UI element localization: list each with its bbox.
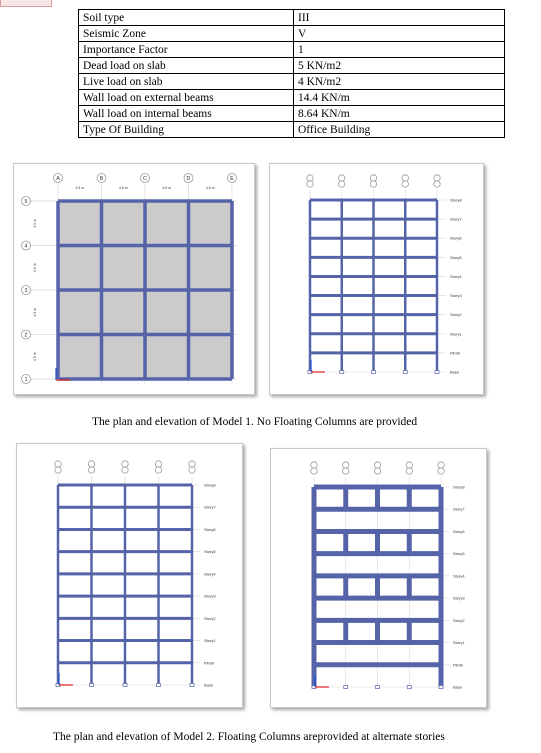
slab-panel — [102, 246, 146, 291]
story-label: Story8 — [204, 482, 216, 488]
grid-bubble-top — [438, 462, 444, 468]
support-icon — [407, 686, 411, 689]
dimension-label: 4.5 m — [33, 352, 37, 362]
story-label: Story8 — [450, 197, 462, 203]
model2-elevation-left-figure — [16, 443, 243, 708]
grid-bubble-bottom — [343, 468, 349, 474]
parameter-cell: Dead load on slab — [79, 58, 294, 74]
story-label: Story6 — [450, 235, 462, 241]
slab-panel — [189, 335, 233, 380]
support-icon — [123, 684, 127, 687]
grid-bubble-E-label: E — [230, 176, 234, 183]
support-icon — [439, 686, 443, 689]
grid-bubble-bottom — [434, 181, 440, 187]
table-row — [79, 58, 505, 74]
story-label: Plinth — [453, 662, 464, 668]
slab-panel — [145, 201, 189, 246]
story-label: Story1 — [204, 638, 216, 644]
slab-panel — [58, 290, 102, 335]
dimension-label: 4.5 m — [33, 307, 37, 317]
support-icon — [344, 686, 348, 689]
table-row — [79, 122, 505, 138]
figure2-caption: The plan and elevation of Model 2. Floating Columns areprovided at alternate stories — [53, 731, 445, 743]
story-label: Base — [453, 684, 463, 690]
grid-bubble-bottom — [311, 468, 317, 474]
slab-panel — [145, 335, 189, 380]
model1-elevation-figure — [269, 163, 484, 395]
story-label: Story2 — [450, 312, 462, 318]
parameter-cell: Live load on slab — [79, 74, 294, 90]
grid-bubble-bottom — [370, 181, 376, 187]
table-row — [79, 26, 505, 42]
slab-panel — [58, 335, 102, 380]
grid-bubble-C-label: C — [143, 176, 147, 183]
support-icon — [376, 686, 380, 689]
dimension-label: 4.5 m — [33, 218, 37, 228]
slab-panel — [145, 290, 189, 335]
story-label: Story5 — [204, 549, 216, 555]
table-row — [79, 42, 505, 58]
model2-elevation-right-svg — [271, 449, 486, 707]
story-label: Story7 — [453, 506, 465, 512]
story-label: Story8 — [453, 484, 465, 490]
model1-plan-svg — [14, 164, 254, 394]
grid-bubble-top — [434, 175, 440, 181]
story-label: Story1 — [453, 640, 465, 646]
support-icon — [435, 371, 439, 374]
grid-bubble-top — [88, 461, 94, 467]
story-label: Plinth — [450, 350, 461, 356]
grid-bubble-3-label: 3 — [24, 288, 28, 295]
parameters-table — [78, 9, 505, 138]
slab-panel — [102, 201, 146, 246]
grid-bubble-top — [370, 175, 376, 181]
grid-bubble-bottom — [122, 467, 128, 473]
parameter-cell: Seismic Zone — [79, 26, 294, 42]
support-icon — [372, 371, 376, 374]
top-left-marker — [0, 0, 52, 7]
slab-panel — [189, 246, 233, 291]
story-label: Story6 — [453, 528, 465, 534]
grid-bubble-bottom — [88, 467, 94, 473]
value-cell: 4 KN/m2 — [294, 74, 505, 90]
value-cell: 5 KN/m2 — [294, 58, 505, 74]
dimension-label: 4.5 m — [118, 186, 128, 190]
story-label: Story7 — [450, 216, 462, 222]
parameter-cell: Soil type — [79, 10, 294, 26]
story-label: Story4 — [453, 573, 465, 579]
grid-bubble-1-label: 1 — [24, 377, 28, 384]
grid-bubble-bottom — [155, 467, 161, 473]
grid-bubble-bottom — [189, 467, 195, 473]
story-label: Story3 — [453, 595, 465, 601]
model1-elevation-svg — [270, 164, 483, 394]
slab-panel — [58, 246, 102, 291]
grid-bubble-bottom — [55, 467, 61, 473]
support-icon — [190, 684, 194, 687]
slab-panel — [145, 246, 189, 291]
support-icon — [90, 684, 94, 687]
table-row — [79, 90, 505, 106]
dimension-label: 4.5 m — [33, 263, 37, 273]
grid-bubble-top — [406, 462, 412, 468]
grid-bubble-top — [122, 461, 128, 467]
parameter-cell: Wall load on external beams — [79, 90, 294, 106]
grid-bubble-top — [374, 462, 380, 468]
story-label: Story3 — [204, 593, 216, 599]
story-label: Story6 — [204, 526, 216, 532]
figure1-caption: The plan and elevation of Model 1. No Floating Columns are provided — [92, 416, 418, 428]
grid-bubble-top — [307, 175, 313, 181]
table-row — [79, 74, 505, 90]
dimension-label: 4.5 m — [162, 186, 172, 190]
slab-panel — [58, 201, 102, 246]
story-label: Plinth — [204, 660, 215, 666]
story-label: Story4 — [450, 273, 462, 279]
story-label: Story2 — [204, 615, 216, 621]
grid-bubble-bottom — [307, 181, 313, 187]
parameter-cell: Type Of Building — [79, 122, 294, 138]
grid-bubble-top — [339, 175, 345, 181]
grid-bubble-top — [402, 175, 408, 181]
value-cell: Office Building — [294, 122, 505, 138]
grid-bubble-top — [311, 462, 317, 468]
slab-panel — [189, 201, 233, 246]
grid-bubble-A-label: A — [56, 176, 60, 183]
story-label: Story1 — [450, 331, 462, 337]
grid-bubble-2-label: 2 — [24, 332, 28, 339]
grid-bubble-top — [343, 462, 349, 468]
story-label: Story2 — [453, 617, 465, 623]
value-cell: V — [294, 26, 505, 42]
grid-bubble-D-label: D — [186, 176, 191, 183]
parameter-cell: Importance Factor — [79, 42, 294, 58]
grid-bubble-top — [189, 461, 195, 467]
grid-bubble-bottom — [374, 468, 380, 474]
grid-bubble-bottom — [406, 468, 412, 474]
table-row — [79, 10, 505, 26]
grid-bubble-4-label: 4 — [24, 243, 28, 250]
grid-bubble-5-label: 5 — [24, 199, 28, 206]
grid-bubble-B-label: B — [99, 176, 104, 183]
grid-bubble-bottom — [438, 468, 444, 474]
slab-panel — [102, 290, 146, 335]
model2-elevation-left-svg — [17, 444, 242, 707]
model2-elevation-right-figure — [270, 448, 487, 708]
dimension-label: 4.5 m — [205, 186, 215, 190]
slab-panel — [189, 290, 233, 335]
value-cell: 1 — [294, 42, 505, 58]
story-label: Story5 — [450, 254, 462, 260]
support-icon — [403, 371, 407, 374]
support-icon — [157, 684, 161, 687]
story-label: Story7 — [204, 504, 216, 510]
table-row — [79, 106, 505, 122]
value-cell: III — [294, 10, 505, 26]
model1-plan-figure — [13, 163, 255, 395]
story-label: Base — [204, 682, 214, 688]
story-label: Story3 — [450, 293, 462, 299]
value-cell: 8.64 KN/m — [294, 106, 505, 122]
story-label: Story5 — [453, 551, 465, 557]
grid-bubble-bottom — [402, 181, 408, 187]
grid-bubble-bottom — [339, 181, 345, 187]
dimension-label: 4.5 m — [75, 186, 85, 190]
parameter-cell: Wall load on internal beams — [79, 106, 294, 122]
value-cell: 14.4 KN/m — [294, 90, 505, 106]
grid-bubble-top — [155, 461, 161, 467]
story-label: Base — [450, 369, 460, 375]
grid-bubble-top — [55, 461, 61, 467]
slab-panel — [102, 335, 146, 380]
story-label: Story4 — [204, 571, 216, 577]
support-icon — [340, 371, 344, 374]
